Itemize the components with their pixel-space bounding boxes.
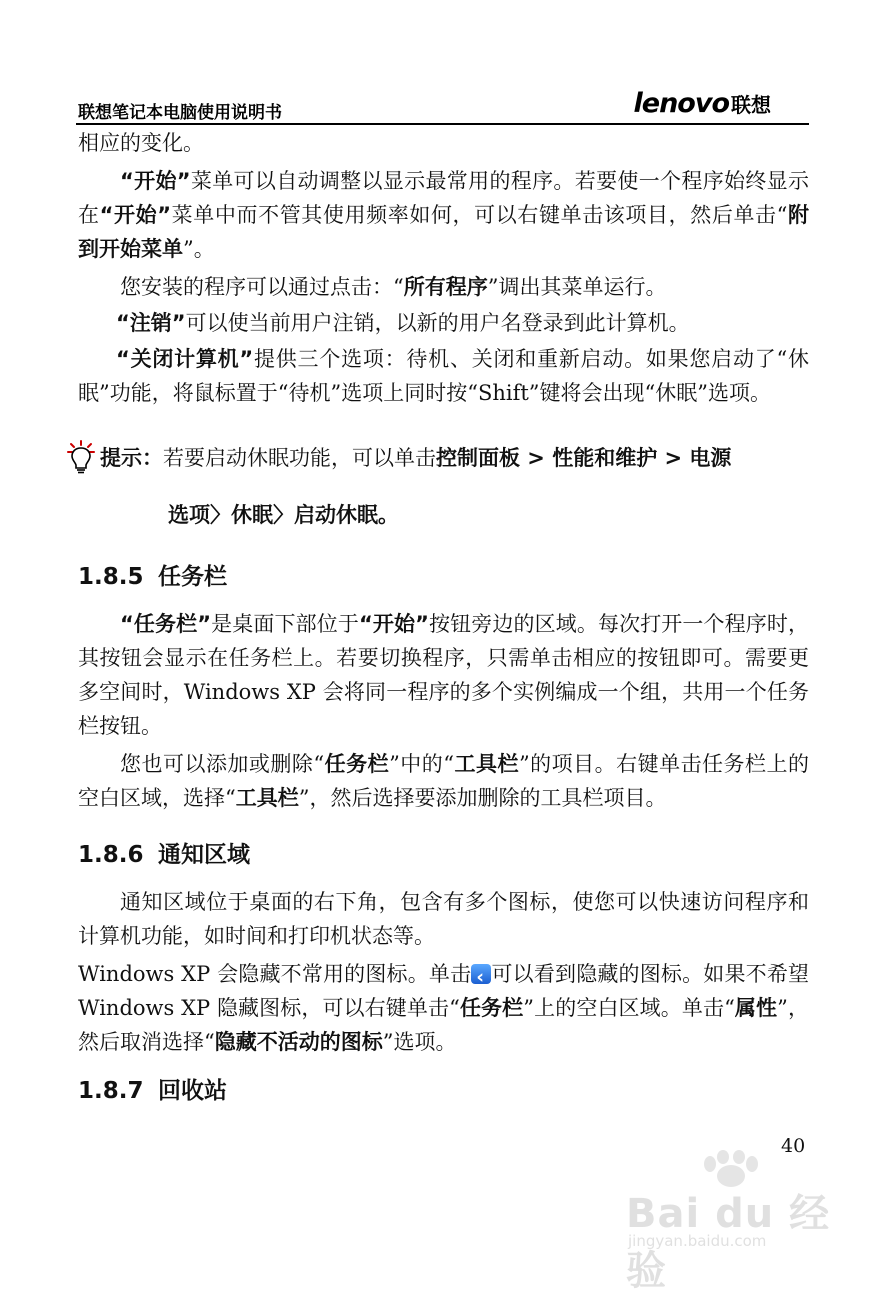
section-number: 1.8.6 (78, 842, 144, 868)
text-run: 提供三个选项：待机、关闭和重新启动。如果您启动了“休眠”功能，将鼠标置于“待机”选项上同时按“Shift”键将会出现“休眠”选项。 (78, 347, 810, 405)
paragraph-logoff (78, 306, 809, 340)
section-title: 回收站 (158, 1078, 227, 1104)
paragraph-shutdown (78, 342, 809, 410)
section-title: 任务栏 (158, 564, 227, 590)
section-number: 1.8.7 (78, 1078, 144, 1104)
lenovo-logo (634, 88, 772, 119)
header-title: 联想笔记本电脑使用说明书 (78, 103, 282, 123)
text-run: 可以看到隐藏的图标。如果不希望 Windows XP 隐藏图标，可以右键单击“ (78, 962, 810, 1020)
section-number: 1.8.5 (78, 564, 144, 590)
bold-term: 附到开始菜单 (78, 203, 810, 261)
text-run: 菜单可以自动调整以显示最常用的程序。若要使一个程序始终显示在 (78, 169, 809, 227)
paragraph-all-programs (78, 270, 809, 304)
bold-term: 工具栏 (235, 786, 299, 810)
section-title: 通知区域 (158, 842, 250, 868)
bold-term: 工具栏 (454, 752, 519, 776)
section-heading-recycle-bin (78, 1072, 227, 1105)
taskbar-body (78, 607, 809, 815)
hidden-icons-text-a: Windows XP 会隐藏不常用的图标。单击 (78, 962, 472, 986)
baidu-watermark (626, 1150, 846, 1294)
paragraph-notification-intro: 通知区域位于桌面的右下角，包含有多个图标，使您可以快速访问程序和计算机功能，如时间和打印机状态等。 (78, 890, 809, 948)
text-run: ”中的“ (389, 752, 454, 776)
paragraph-start-menu (78, 164, 809, 266)
text-run: 菜单中而不管其使用频率如何，可以右键单击该项目，然后单击“ (171, 203, 788, 227)
bold-term: “开始” (99, 203, 172, 227)
section-heading-taskbar (78, 558, 227, 591)
bold-term: 任务栏 (324, 752, 390, 776)
bold-term: 所有程序 (403, 275, 488, 299)
brand-cn: 联想 (731, 93, 771, 117)
text-run: ”的项目。右键单击任务栏上的空白区域，选择“ (78, 752, 809, 810)
watermark-url: jingyan.baidu.com (628, 1232, 767, 1250)
tip-box (66, 437, 811, 529)
notification-body (78, 885, 809, 1059)
brand-en: lenovo (633, 88, 729, 119)
bold-term: “开始” (120, 169, 191, 193)
watermark-text: Bai du 经验 (626, 1191, 831, 1294)
tip-path: 控制面板 > 性能和维护 > 电源 (436, 446, 732, 470)
tip-label: 提示： (100, 446, 163, 470)
text-run: 按钮旁边的区域。每次打开一个程序时，其按钮会显示在任务栏上。若要切换程序，只需单击相应的按钮即可。需要更多空间时，Windows XP 会将同一程序的多个实例编成一个组，共用一个任务栏按钮。 (78, 612, 809, 738)
bold-term: 隐藏不活动的图标 (214, 1030, 383, 1054)
text-run: 您也可以添加或删除“ (120, 752, 325, 776)
text-run: ”。 (183, 237, 215, 261)
bold-term: 属性 (734, 996, 778, 1020)
page-number: 40 (781, 1135, 806, 1157)
show-hidden-icons-icon (471, 964, 491, 984)
tip-text-line2: 选项〉休眠〉启动休眠。 (168, 503, 399, 527)
body-top (78, 126, 809, 410)
paragraph-hidden-icons (78, 957, 809, 1059)
tip-text: 若要启动休眠功能，可以单击 (163, 446, 436, 470)
bold-term: 任务栏 (459, 996, 524, 1020)
section-heading-notification-area (78, 836, 250, 869)
header-divider (76, 123, 809, 125)
paragraph-toolbar (78, 747, 809, 815)
text-run: 您安装的程序可以通过点击：“ (120, 275, 404, 299)
text-run: ”上的空白区域。单击“ (523, 996, 735, 1020)
paragraph-continuation: 相应的变化。 (78, 131, 204, 155)
bold-term: “开始” (358, 612, 429, 636)
bold-term: “关闭计算机” (116, 347, 254, 371)
text-run: ”调出其菜单运行。 (487, 275, 667, 299)
bold-term: “注销” (116, 311, 186, 335)
bold-term: “任务栏” (120, 612, 212, 636)
text-run: 是桌面下部位于 (211, 612, 359, 636)
text-run: ”选项。 (382, 1030, 457, 1054)
text-run: ”，然后取消选择“ (78, 996, 809, 1054)
paragraph-taskbar-intro (78, 607, 809, 743)
text-run: ”，然后选择要添加删除的工具栏项目。 (298, 786, 667, 810)
text-run: 可以使当前用户注销，以新的用户名登录到此计算机。 (185, 311, 690, 335)
lightbulb-icon (66, 440, 96, 474)
